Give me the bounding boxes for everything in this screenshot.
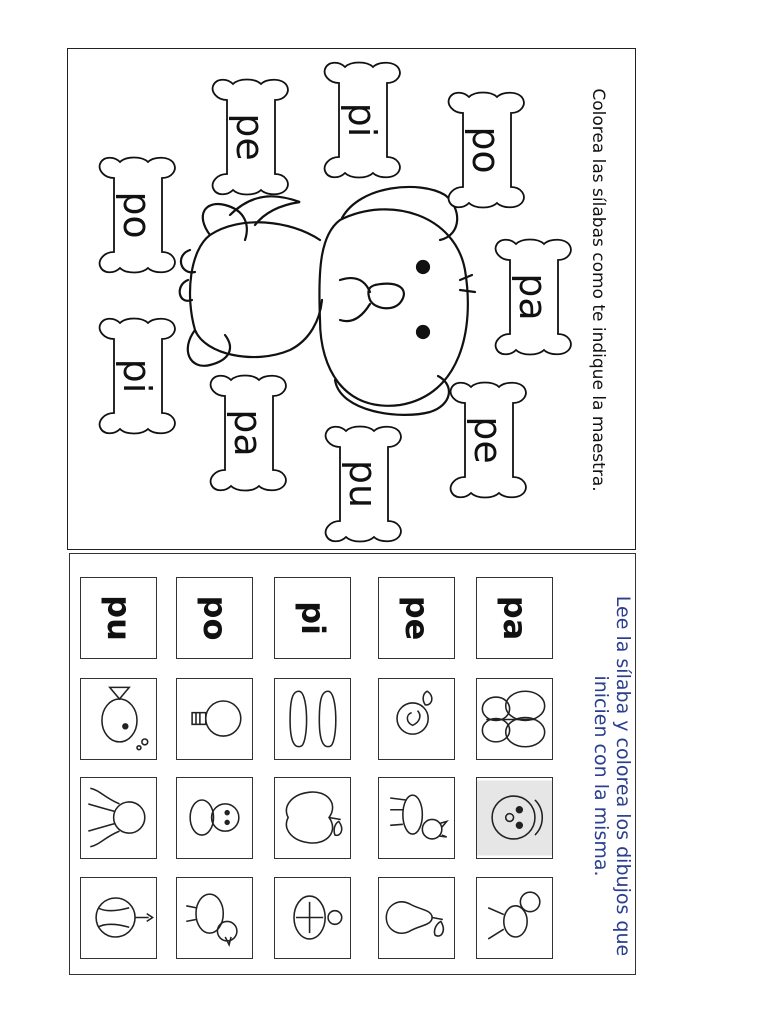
- bone-pu-bottom[interactable]: [322, 425, 404, 543]
- picture-cell[interactable]: [80, 777, 157, 859]
- pear-icon: [379, 878, 454, 958]
- picture-cell[interactable]: [176, 777, 253, 859]
- cat-icon: [379, 778, 454, 858]
- bone-po-left[interactable]: [96, 156, 178, 274]
- syllable-label: po: [195, 595, 234, 641]
- bone-pe-top[interactable]: [209, 78, 291, 196]
- chick-icon: [177, 878, 252, 958]
- fish-icon: [81, 679, 156, 759]
- bone-syllable: po: [115, 191, 159, 239]
- bone-pi-left[interactable]: [96, 317, 178, 435]
- bottom-instruction-line1: Lee la sílaba y colorea los dibujos que: [612, 595, 634, 957]
- bone-pa-mid[interactable]: [207, 374, 289, 492]
- picture-cell[interactable]: [378, 678, 455, 760]
- picture-cell[interactable]: [476, 877, 553, 959]
- bone-po-top[interactable]: [445, 91, 527, 209]
- bone-syllable: pi: [115, 358, 159, 394]
- butterfly-icon: [477, 679, 552, 759]
- syllable-cell-pa: [476, 577, 553, 659]
- bone-syllable: po: [464, 126, 508, 174]
- syllable-cell-po: [176, 577, 253, 659]
- balloon-dog-icon: [477, 878, 552, 958]
- rose-icon: [379, 679, 454, 759]
- bone-pi-top[interactable]: [321, 61, 403, 179]
- onion-icon: [81, 878, 156, 958]
- picture-cell[interactable]: [274, 877, 351, 959]
- syllable-label: pe: [397, 595, 436, 641]
- top-instruction: Colorea las sílabas como te indique la maestra.: [588, 88, 608, 492]
- syllable-cell-pe: [378, 577, 455, 659]
- turtle-icon: [275, 878, 350, 958]
- chicks-icon: [177, 778, 252, 858]
- syllable-cell-pu: [80, 577, 157, 659]
- bottom-instruction: [590, 576, 634, 976]
- feet-icon: [275, 679, 350, 759]
- bone-pe-right[interactable]: [447, 381, 529, 499]
- picture-cell[interactable]: [476, 777, 553, 859]
- bone-syllable: pu: [341, 459, 385, 509]
- picture-cell[interactable]: [378, 877, 455, 959]
- picture-cell[interactable]: [378, 777, 455, 859]
- picture-cell[interactable]: [80, 877, 157, 959]
- syllable-cell-pi: [274, 577, 351, 659]
- picture-cell[interactable]: [274, 777, 351, 859]
- picture-cell[interactable]: [176, 678, 253, 760]
- bone-syllable: pi: [340, 102, 384, 138]
- bone-syllable: pe: [466, 416, 510, 464]
- picture-cell[interactable]: [80, 678, 157, 760]
- lightbulb-icon: [177, 679, 252, 759]
- clown-icon: [477, 778, 552, 858]
- picture-cell[interactable]: [476, 678, 553, 760]
- picture-cell[interactable]: [176, 877, 253, 959]
- bone-syllable: pa: [226, 409, 270, 457]
- octopus-icon: [81, 778, 156, 858]
- picture-cell[interactable]: [274, 678, 351, 760]
- bone-pa-right[interactable]: [492, 238, 574, 356]
- syllable-label: pu: [99, 595, 138, 641]
- syllable-label: pa: [495, 595, 534, 641]
- bone-syllable: pe: [228, 113, 272, 161]
- apple-icon: [275, 778, 350, 858]
- bottom-instruction-line2: inicien con la misma.: [590, 675, 612, 877]
- syllable-label: pi: [293, 601, 332, 635]
- bone-syllable: pa: [511, 273, 555, 321]
